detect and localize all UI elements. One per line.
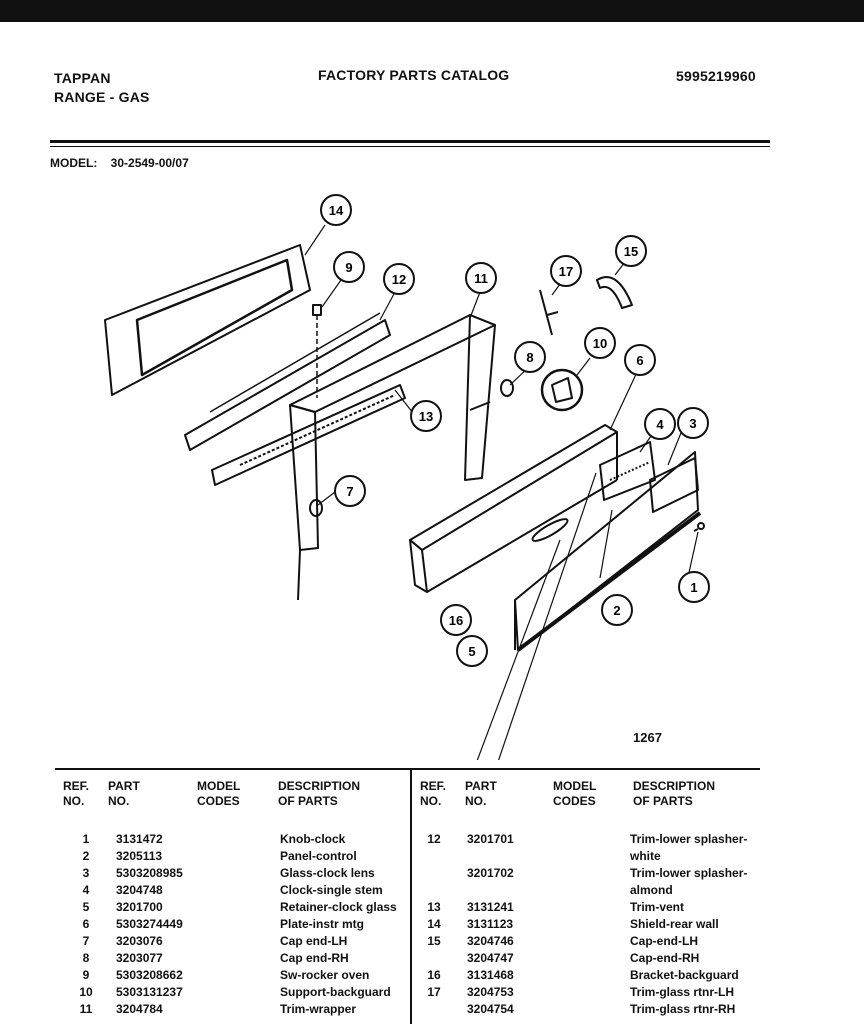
callout-5 [457, 636, 487, 666]
description-cell: Trim-wrapper [280, 1002, 357, 1016]
description-cell: Trim-glass rtnr-LH [630, 985, 735, 999]
part-number-cell: 5303208662 [116, 968, 183, 982]
part-number-cell: 3204746 [467, 934, 514, 948]
description-cell: white [630, 849, 661, 863]
callout-10 [585, 328, 615, 358]
description-cell: Clock-single stem [280, 883, 383, 897]
part-knob-clock [694, 523, 704, 531]
callout-label: 10 [592, 336, 608, 351]
part-number-cell: 3203076 [116, 934, 163, 948]
part-glass-clock-lens [650, 458, 698, 512]
description-cell: Cap-end-LH [630, 934, 698, 948]
callout-16 [441, 605, 471, 635]
model-number: 30-2549-00/07 [110, 156, 189, 170]
ref-cell: 11 [79, 1002, 93, 1016]
right-desc-header: DESCRIPTION OF PARTS [633, 779, 716, 808]
part-number-cell: 3201701 [467, 832, 514, 846]
description-cell: Trim-lower splasher- [630, 832, 748, 846]
description-cell: Cap end-LH [280, 934, 348, 948]
callout-label: 3 [689, 416, 697, 431]
left-part-header: PART NO. [108, 779, 140, 808]
description-cell: almond [630, 883, 673, 897]
callout-2 [602, 595, 632, 625]
callout-label: 16 [448, 613, 464, 628]
callout-label: 1 [690, 580, 698, 595]
description-cell: Support-backguard [280, 985, 391, 999]
left-desc-header: DESCRIPTION OF PARTS [278, 779, 361, 808]
table-column-divider [410, 768, 412, 1024]
ref-cell: 7 [82, 934, 90, 948]
description-cell: Retainer-clock glass [280, 900, 397, 914]
description-cell: Knob-clock [280, 832, 346, 846]
ref-cell: 8 [82, 951, 90, 965]
callout-9 [334, 252, 364, 282]
callout-label: 12 [391, 272, 407, 287]
part-number-cell: 3131241 [467, 900, 514, 914]
part-plate-instrument [410, 425, 617, 592]
part-number-cell: 3203077 [116, 951, 163, 965]
left-ref-header: REF. NO. [63, 779, 90, 808]
description-cell: Trim-glass rtnr-RH [630, 1002, 736, 1016]
left-model-header: MODEL CODES [197, 779, 241, 808]
callout-14 [321, 195, 351, 225]
callout-label: 4 [656, 417, 664, 432]
callout-label: 8 [526, 350, 534, 365]
part-trim-glass-retainer [540, 290, 558, 335]
callout-3 [678, 408, 708, 438]
part-number-cell: 5303131237 [116, 985, 183, 999]
callout-label: 14 [328, 203, 344, 218]
ref-cell: 4 [82, 883, 90, 897]
right-part-header: PART NO. [465, 779, 497, 808]
callout-11 [466, 263, 496, 293]
part-number-cell: 3204753 [467, 985, 514, 999]
callout-6 [625, 345, 655, 375]
part-number-cell: 3204748 [116, 883, 163, 897]
description-cell: Trim-vent [630, 900, 685, 914]
callout-13 [411, 401, 441, 431]
ref-cell: 2 [82, 849, 90, 863]
callout-8 [515, 342, 545, 372]
callout-label: 17 [558, 264, 574, 279]
part-number-cell: 3204747 [467, 951, 514, 965]
callout-12 [384, 264, 414, 294]
callout-label: 15 [623, 244, 639, 259]
ref-cell: 12 [427, 832, 441, 846]
callout-1 [679, 572, 709, 602]
table-top-rule [55, 768, 760, 770]
part-number-cell: 3205113 [116, 849, 163, 863]
description-cell: Cap-end-RH [630, 951, 700, 965]
ref-cell: 14 [427, 917, 441, 931]
callout-label: 11 [474, 271, 488, 286]
ref-cell: 3 [82, 866, 90, 880]
callout-label: 9 [345, 260, 353, 275]
description-cell: Bracket-backguard [630, 968, 739, 982]
callout-label: 6 [636, 353, 644, 368]
callout-label: 2 [613, 603, 621, 618]
ref-cell: 5 [82, 900, 90, 914]
brand-name: TAPPAN [54, 70, 111, 86]
exploded-parts-diagram [0, 180, 864, 760]
header-rule-bottom [50, 146, 770, 147]
model-line [50, 156, 189, 170]
ref-cell: 6 [82, 917, 90, 931]
model-label: MODEL: [50, 156, 98, 170]
description-cell: Plate-instr mtg [280, 917, 365, 931]
description-cell: Glass-clock lens [280, 866, 375, 880]
ref-cell: 9 [82, 968, 90, 982]
description-cell: Trim-lower splasher- [630, 866, 748, 880]
figure-number: 1267 [633, 730, 662, 745]
part-number-cell: 3131472 [116, 832, 163, 846]
part-number-cell: 3204784 [116, 1002, 163, 1016]
part-end-cap [597, 277, 632, 308]
catalog-number: 5995219960 [676, 68, 756, 84]
catalog-title: FACTORY PARTS CATALOG [318, 67, 510, 83]
callout-label: 13 [418, 409, 434, 424]
ref-cell: 15 [427, 934, 441, 948]
part-number-cell: 5303274449 [116, 917, 183, 931]
right-model-header: MODEL CODES [553, 779, 597, 808]
callout-label: 7 [346, 484, 354, 499]
callout-7 [335, 476, 365, 506]
callout-17 [551, 256, 581, 286]
ref-cell: 13 [427, 900, 441, 914]
product-type: RANGE - GAS [54, 89, 150, 105]
callout-label: 5 [468, 644, 476, 659]
description-cell: Cap end-RH [280, 951, 349, 965]
part-number-cell: 3131123 [467, 917, 514, 931]
header-rule-top [50, 140, 770, 143]
part-number-cell: 3204754 [467, 1002, 514, 1016]
description-cell: Sw-rocker oven [280, 968, 370, 982]
callout-15 [616, 236, 646, 266]
ref-cell: 10 [79, 985, 93, 999]
part-number-cell: 3201702 [467, 866, 514, 880]
ref-cell: 1 [82, 832, 90, 846]
part-number-cell: 5303208985 [116, 866, 183, 880]
part-end-caps-small [501, 370, 582, 410]
scan-top-band [0, 0, 864, 22]
callout-4 [645, 409, 675, 439]
description-cell: Panel-control [280, 849, 357, 863]
ref-cell: 17 [427, 985, 441, 999]
ref-cell: 16 [427, 968, 441, 982]
part-number-cell: 3131468 [467, 968, 514, 982]
right-ref-header: REF. NO. [420, 779, 447, 808]
part-trim-vent [212, 385, 405, 485]
part-number-cell: 3201700 [116, 900, 163, 914]
description-cell: Shield-rear wall [630, 917, 719, 931]
